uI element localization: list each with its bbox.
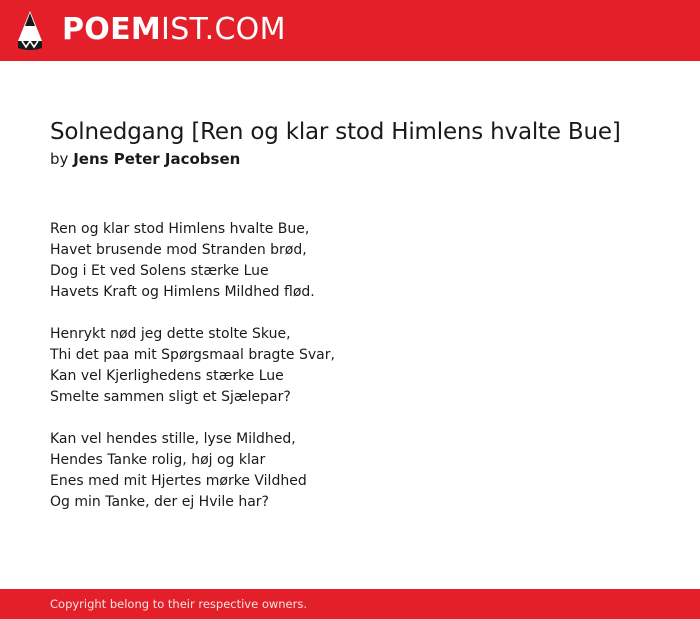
poem-line: Kan vel Kjerlighedens stærke Lue [50,368,284,384]
site-header [0,0,700,61]
site-footer [0,589,700,619]
byline [50,149,240,169]
poem-line: Smelte sammen sligt et Sjælepar? [50,389,291,405]
logo-bold-text: POEM [62,12,162,47]
poem-line: Enes med mit Hjertes mørke Vildhed [50,473,307,489]
poem-line: Henrykt nød jeg dette stolte Skue, [50,326,291,342]
poem-line: Og min Tanke, der ej Hvile har? [50,494,269,510]
site-logo[interactable] [62,13,286,47]
stanza [50,324,670,408]
pencil-icon[interactable] [17,10,43,51]
poem-line: Havet brusende mod Stranden brød, [50,242,307,258]
poem-title: Solnedgang [Ren og klar stod Himlens hvalte Bue] [50,119,621,145]
stanza [50,219,670,303]
logo-light-text: IST.COM [161,12,286,47]
stanza [50,429,670,513]
poem-line: Ren og klar stod Himlens hvalte Bue, [50,221,310,237]
poem-line: Havets Kraft og Himlens Mildhed flød. [50,284,315,300]
poem-body [50,219,670,534]
byline-prefix: by [50,150,69,168]
author-name[interactable]: Jens Peter Jacobsen [73,150,241,168]
poem-line: Thi det paa mit Spørgsmaal bragte Svar, [50,347,335,363]
poem-line: Kan vel hendes stille, lyse Mildhed, [50,431,296,447]
poem-line: Hendes Tanke rolig, høj og klar [50,452,266,468]
poem-line: Dog i Et ved Solens stærke Lue [50,263,269,279]
copyright-notice: Copyright belong to their respective owners. [50,597,308,611]
